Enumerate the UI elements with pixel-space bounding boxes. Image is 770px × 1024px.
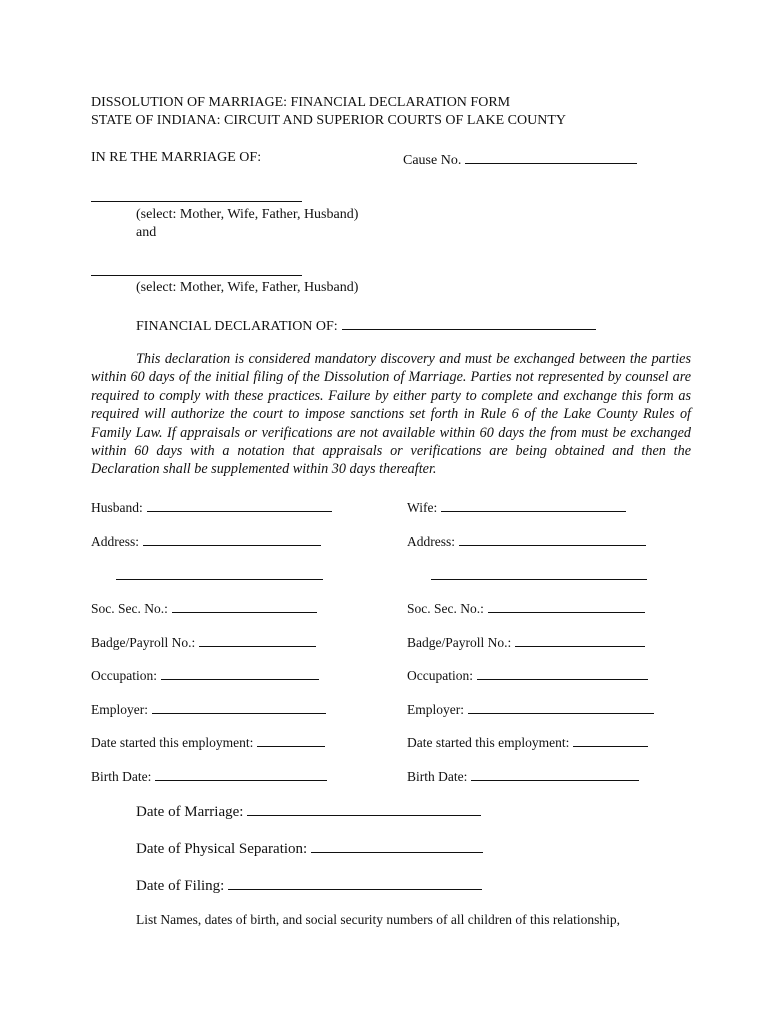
husband-employer-field — [91, 699, 326, 719]
wife-badge-label: Badge/Payroll No.: — [407, 635, 512, 650]
wife-occupation-blank[interactable] — [477, 665, 648, 680]
wife-employer-field — [407, 699, 654, 719]
wife-birth-date-blank[interactable] — [471, 766, 639, 781]
party1-name-blank[interactable] — [91, 187, 302, 202]
party2-select-hint: (select: Mother, Wife, Father, Husband) — [136, 280, 359, 295]
husband-address-line2-blank[interactable] — [116, 565, 323, 580]
cause-number-blank[interactable] — [465, 149, 637, 164]
husband-date-started-blank[interactable] — [257, 732, 325, 747]
declaration-of-label: FINANCIAL DECLARATION OF: — [136, 319, 338, 334]
husband-employer-blank[interactable] — [152, 699, 326, 714]
wife-date-started-field — [407, 732, 648, 752]
form-subtitle: STATE OF INDIANA: CIRCUIT AND SUPERIOR COURTS OF LAKE COUNTY — [91, 113, 566, 128]
husband-address-blank[interactable] — [143, 531, 321, 546]
husband-date-started-label: Date started this employment: — [91, 735, 254, 750]
husband-birth-date-blank[interactable] — [155, 766, 327, 781]
party2-name-blank[interactable] — [91, 261, 302, 276]
wife-address-label: Address: — [407, 534, 455, 549]
declaration-of-blank[interactable] — [342, 315, 596, 330]
wife-badge-blank[interactable] — [515, 632, 645, 647]
form-title: DISSOLUTION OF MARRIAGE: FINANCIAL DECLARATION FORM — [91, 95, 511, 110]
wife-birth-date-label: Birth Date: — [407, 769, 468, 784]
wife-employer-blank[interactable] — [468, 699, 654, 714]
date-of-separation-field — [136, 838, 483, 858]
wife-date-started-label: Date started this employment: — [407, 735, 570, 750]
in-re-label: IN RE THE MARRIAGE OF: — [91, 150, 262, 165]
instructions-text: This declaration is considered mandatory discovery and must be exchanged between the parties within 60 days of the initial filing of the Dissolution of Marriage. Parties not represented by counsel are required to comply with these practices. Failure by either party to complete and exchange this form as required will authorize the court to impose sanctions set forth in Rule 6 of the Lake County Rules of Family Law. If appraisals or verifications are not available within 60 days the from must be exchanged within 60 days with a notation that appraisals or verifications are being obtained and then the Declaration shall be supplemented within 30 days thereafter. — [91, 351, 691, 478]
party1-select-hint: (select: Mother, Wife, Father, Husband) — [136, 207, 359, 222]
date-of-filing-label: Date of Filing: — [136, 878, 225, 894]
husband-badge-label: Badge/Payroll No.: — [91, 635, 196, 650]
husband-ssn-blank[interactable] — [172, 598, 317, 613]
date-of-marriage-field — [136, 801, 481, 821]
husband-occupation-label: Occupation: — [91, 668, 157, 683]
wife-occupation-field — [407, 665, 648, 685]
date-of-filing-field — [136, 875, 482, 895]
wife-ssn-label: Soc. Sec. No.: — [407, 601, 484, 616]
husband-address-label: Address: — [91, 534, 139, 549]
husband-occupation-field — [91, 665, 319, 685]
instructions-paragraph — [91, 350, 691, 479]
wife-birth-date-field — [407, 766, 639, 786]
husband-birth-date-field — [91, 766, 327, 786]
declaration-of-field — [136, 315, 596, 336]
wife-name-label: Wife: — [407, 500, 438, 515]
wife-name-field — [407, 497, 626, 517]
date-of-separation-label: Date of Physical Separation: — [136, 841, 308, 857]
date-of-separation-blank[interactable] — [311, 838, 483, 853]
date-of-filing-blank[interactable] — [228, 875, 482, 890]
husband-birth-date-label: Birth Date: — [91, 769, 152, 784]
husband-name-blank[interactable] — [147, 497, 332, 512]
wife-ssn-blank[interactable] — [488, 598, 645, 613]
husband-address-field — [91, 531, 321, 551]
husband-name-field — [91, 497, 332, 517]
children-prompt: List Names, dates of birth, and social security numbers of all children of this relationship, — [136, 912, 621, 927]
husband-employer-label: Employer: — [91, 702, 148, 717]
wife-ssn-field — [407, 598, 645, 618]
husband-name-label: Husband: — [91, 500, 143, 515]
husband-ssn-field — [91, 598, 317, 618]
date-of-marriage-blank[interactable] — [247, 801, 481, 816]
wife-address-blank[interactable] — [459, 531, 646, 546]
wife-name-blank[interactable] — [441, 497, 626, 512]
husband-ssn-label: Soc. Sec. No.: — [91, 601, 168, 616]
and-label: and — [136, 225, 157, 240]
wife-address-field — [407, 531, 646, 551]
husband-occupation-blank[interactable] — [161, 665, 319, 680]
cause-number-field — [403, 149, 637, 170]
husband-badge-blank[interactable] — [199, 632, 316, 647]
wife-address-line2-blank[interactable] — [431, 565, 647, 580]
husband-badge-field — [91, 632, 316, 652]
wife-employer-label: Employer: — [407, 702, 464, 717]
husband-date-started-field — [91, 732, 325, 752]
wife-badge-field — [407, 632, 645, 652]
cause-number-label: Cause No. — [403, 153, 462, 168]
wife-occupation-label: Occupation: — [407, 668, 473, 683]
wife-date-started-blank[interactable] — [573, 732, 648, 747]
date-of-marriage-label: Date of Marriage: — [136, 804, 244, 820]
